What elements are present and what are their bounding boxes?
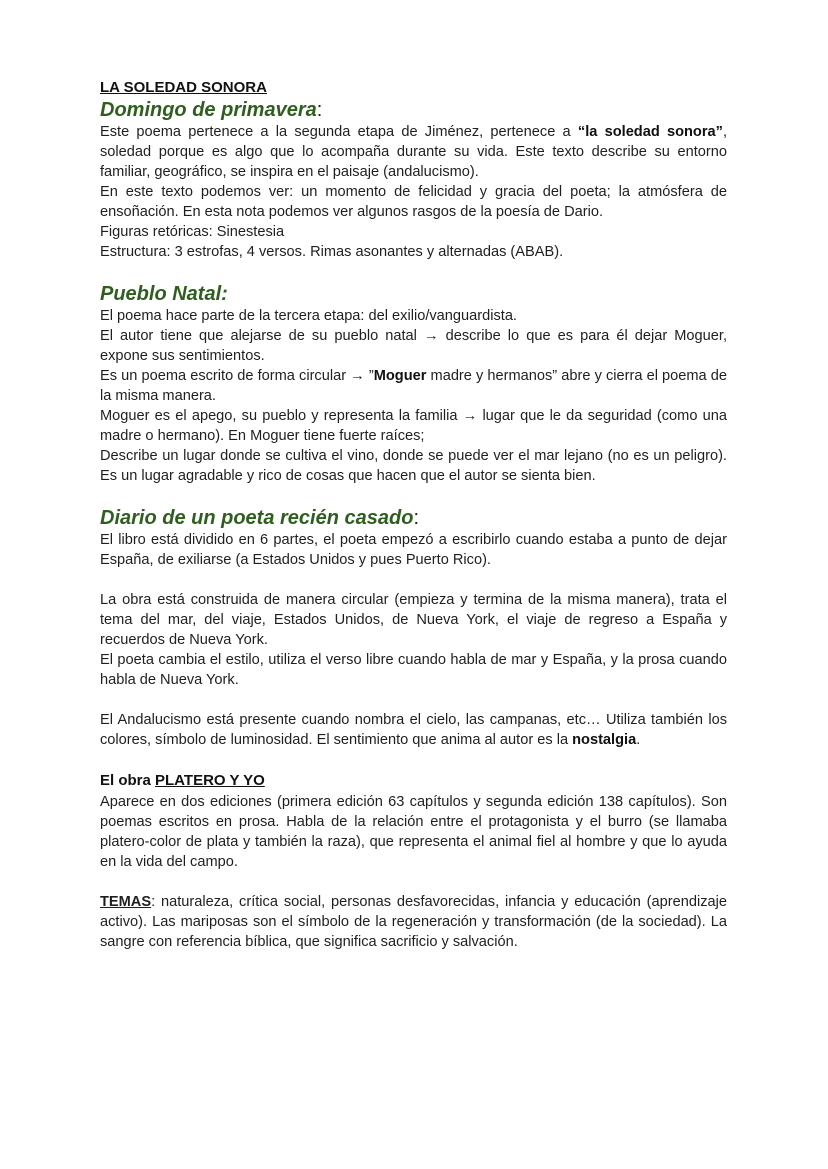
- spacer: [100, 486, 727, 506]
- section-heading-domingo: [100, 98, 727, 122]
- paragraph: Aparece en dos ediciones (primera edición 63 capítulos y segunda edición 138 capítulos). Son poemas escritos en prosa. Habla de la relación entre el protagonista y el burro (se llamaba platero-color de plata y también la raza), que representa el animal fiel al hombre y que lo ayuda en la vida del campo.: [100, 794, 727, 870]
- heading-colon: :: [316, 99, 323, 121]
- spacer: [100, 570, 727, 590]
- text-run: Es un poema escrito de forma circular → ”: [100, 368, 374, 384]
- document-page: [100, 78, 727, 952]
- text-run: : naturaleza, crítica social, personas desfavorecidas, infancia y educación (aprendizaje activo). Las mariposas son el símbolo de la regeneración y transformación (de la sociedad). La sangre con referencia bíblica, que significa sacrificio y salvación.: [100, 894, 727, 950]
- spacer: [100, 262, 727, 282]
- text-run: madre y hermanos” abre y cierra el poema de la misma manera.: [100, 368, 728, 404]
- section-heading-text: Domingo de primavera: [100, 99, 317, 121]
- paragraph: El poema hace parte de la tercera etapa: del exilio/vanguardista.: [100, 308, 517, 324]
- paragraph: [100, 366, 727, 406]
- text-run: , soledad porque es algo que lo acompaña durante su vida. Este texto describe su entorno familiar, geográfico, se inspira en el paisaje (andalucismo).: [100, 124, 727, 180]
- paragraph: El libro está dividido en 6 partes, el poeta empezó a escribirlo cuando estaba a punto de dejar España, de exiliarse (a Estados Unidos y pues Puerto Rico).: [100, 532, 727, 568]
- text-run: .: [636, 732, 641, 748]
- bold-text: nostalgia: [572, 732, 637, 748]
- section-heading-diario: [100, 506, 727, 530]
- paragraph: El poeta cambia el estilo, utiliza el verso libre cuando habla de mar y España, y la prosa cuando habla de Nueva York.: [100, 652, 727, 688]
- bold-text: Moguer: [373, 368, 427, 384]
- spacer: [100, 872, 727, 892]
- heading-text: El obra: [100, 772, 156, 789]
- spacer: [100, 690, 727, 710]
- section-heading-text: Diario de un poeta recién casado: [100, 507, 414, 529]
- section-heading-pueblo-natal: Pueblo Natal:: [100, 283, 228, 305]
- paragraph: [100, 710, 727, 750]
- temas-label: TEMAS: [100, 894, 152, 910]
- paragraph: Estructura: 3 estrofas, 4 versos. Rimas asonantes y alternadas (ABAB).: [100, 244, 564, 260]
- paragraph: [100, 892, 727, 952]
- text-run: El Andalucismo está presente cuando nombra el cielo, las campanas, etc… Utiliza también los colores, símbolo de luminosidad. El sentimiento que anima al autor es la: [100, 712, 727, 748]
- text-run: Este poema pertenece a la segunda etapa de Jiménez, pertenece a: [100, 124, 578, 140]
- paragraph: La obra está construida de manera circular (empieza y termina de la misma manera), trata el tema del mar, del viaje, Estados Unidos, de Nueva York, el viaje de regreso a España y recuerdos de Nueva York.: [100, 592, 727, 648]
- spacer: [100, 750, 727, 770]
- paragraph: [100, 122, 727, 182]
- paragraph: En este texto podemos ver: un momento de felicidad y gracia del poeta; la atmósfera de ensoñación. En esta nota podemos ver algunos rasgos de la poesía de Dario.: [100, 184, 727, 220]
- main-title: LA SOLEDAD SONORA: [100, 79, 267, 96]
- heading-colon: :: [413, 507, 419, 529]
- underlined-title: PLATERO Y YO: [155, 772, 265, 789]
- paragraph: Describe un lugar donde se cultiva el vino, donde se puede ver el mar lejano (no es un peligro). Es un lugar agradable y rico de cosas que hacen que el autor se sienta bien.: [100, 448, 727, 484]
- paragraph: El autor tiene que alejarse de su pueblo natal → describe lo que es para él dejar Moguer, expone sus sentimientos.: [100, 328, 727, 364]
- bold-text: “la soledad sonora”: [577, 124, 723, 140]
- section-heading-platero: [100, 770, 727, 792]
- paragraph: Moguer es el apego, su pueblo y representa la familia → lugar que le da seguridad (como una madre o hermano). En Moguer tiene fuerte raíces;: [100, 408, 727, 444]
- paragraph: Figuras retóricas: Sinestesia: [100, 224, 285, 240]
